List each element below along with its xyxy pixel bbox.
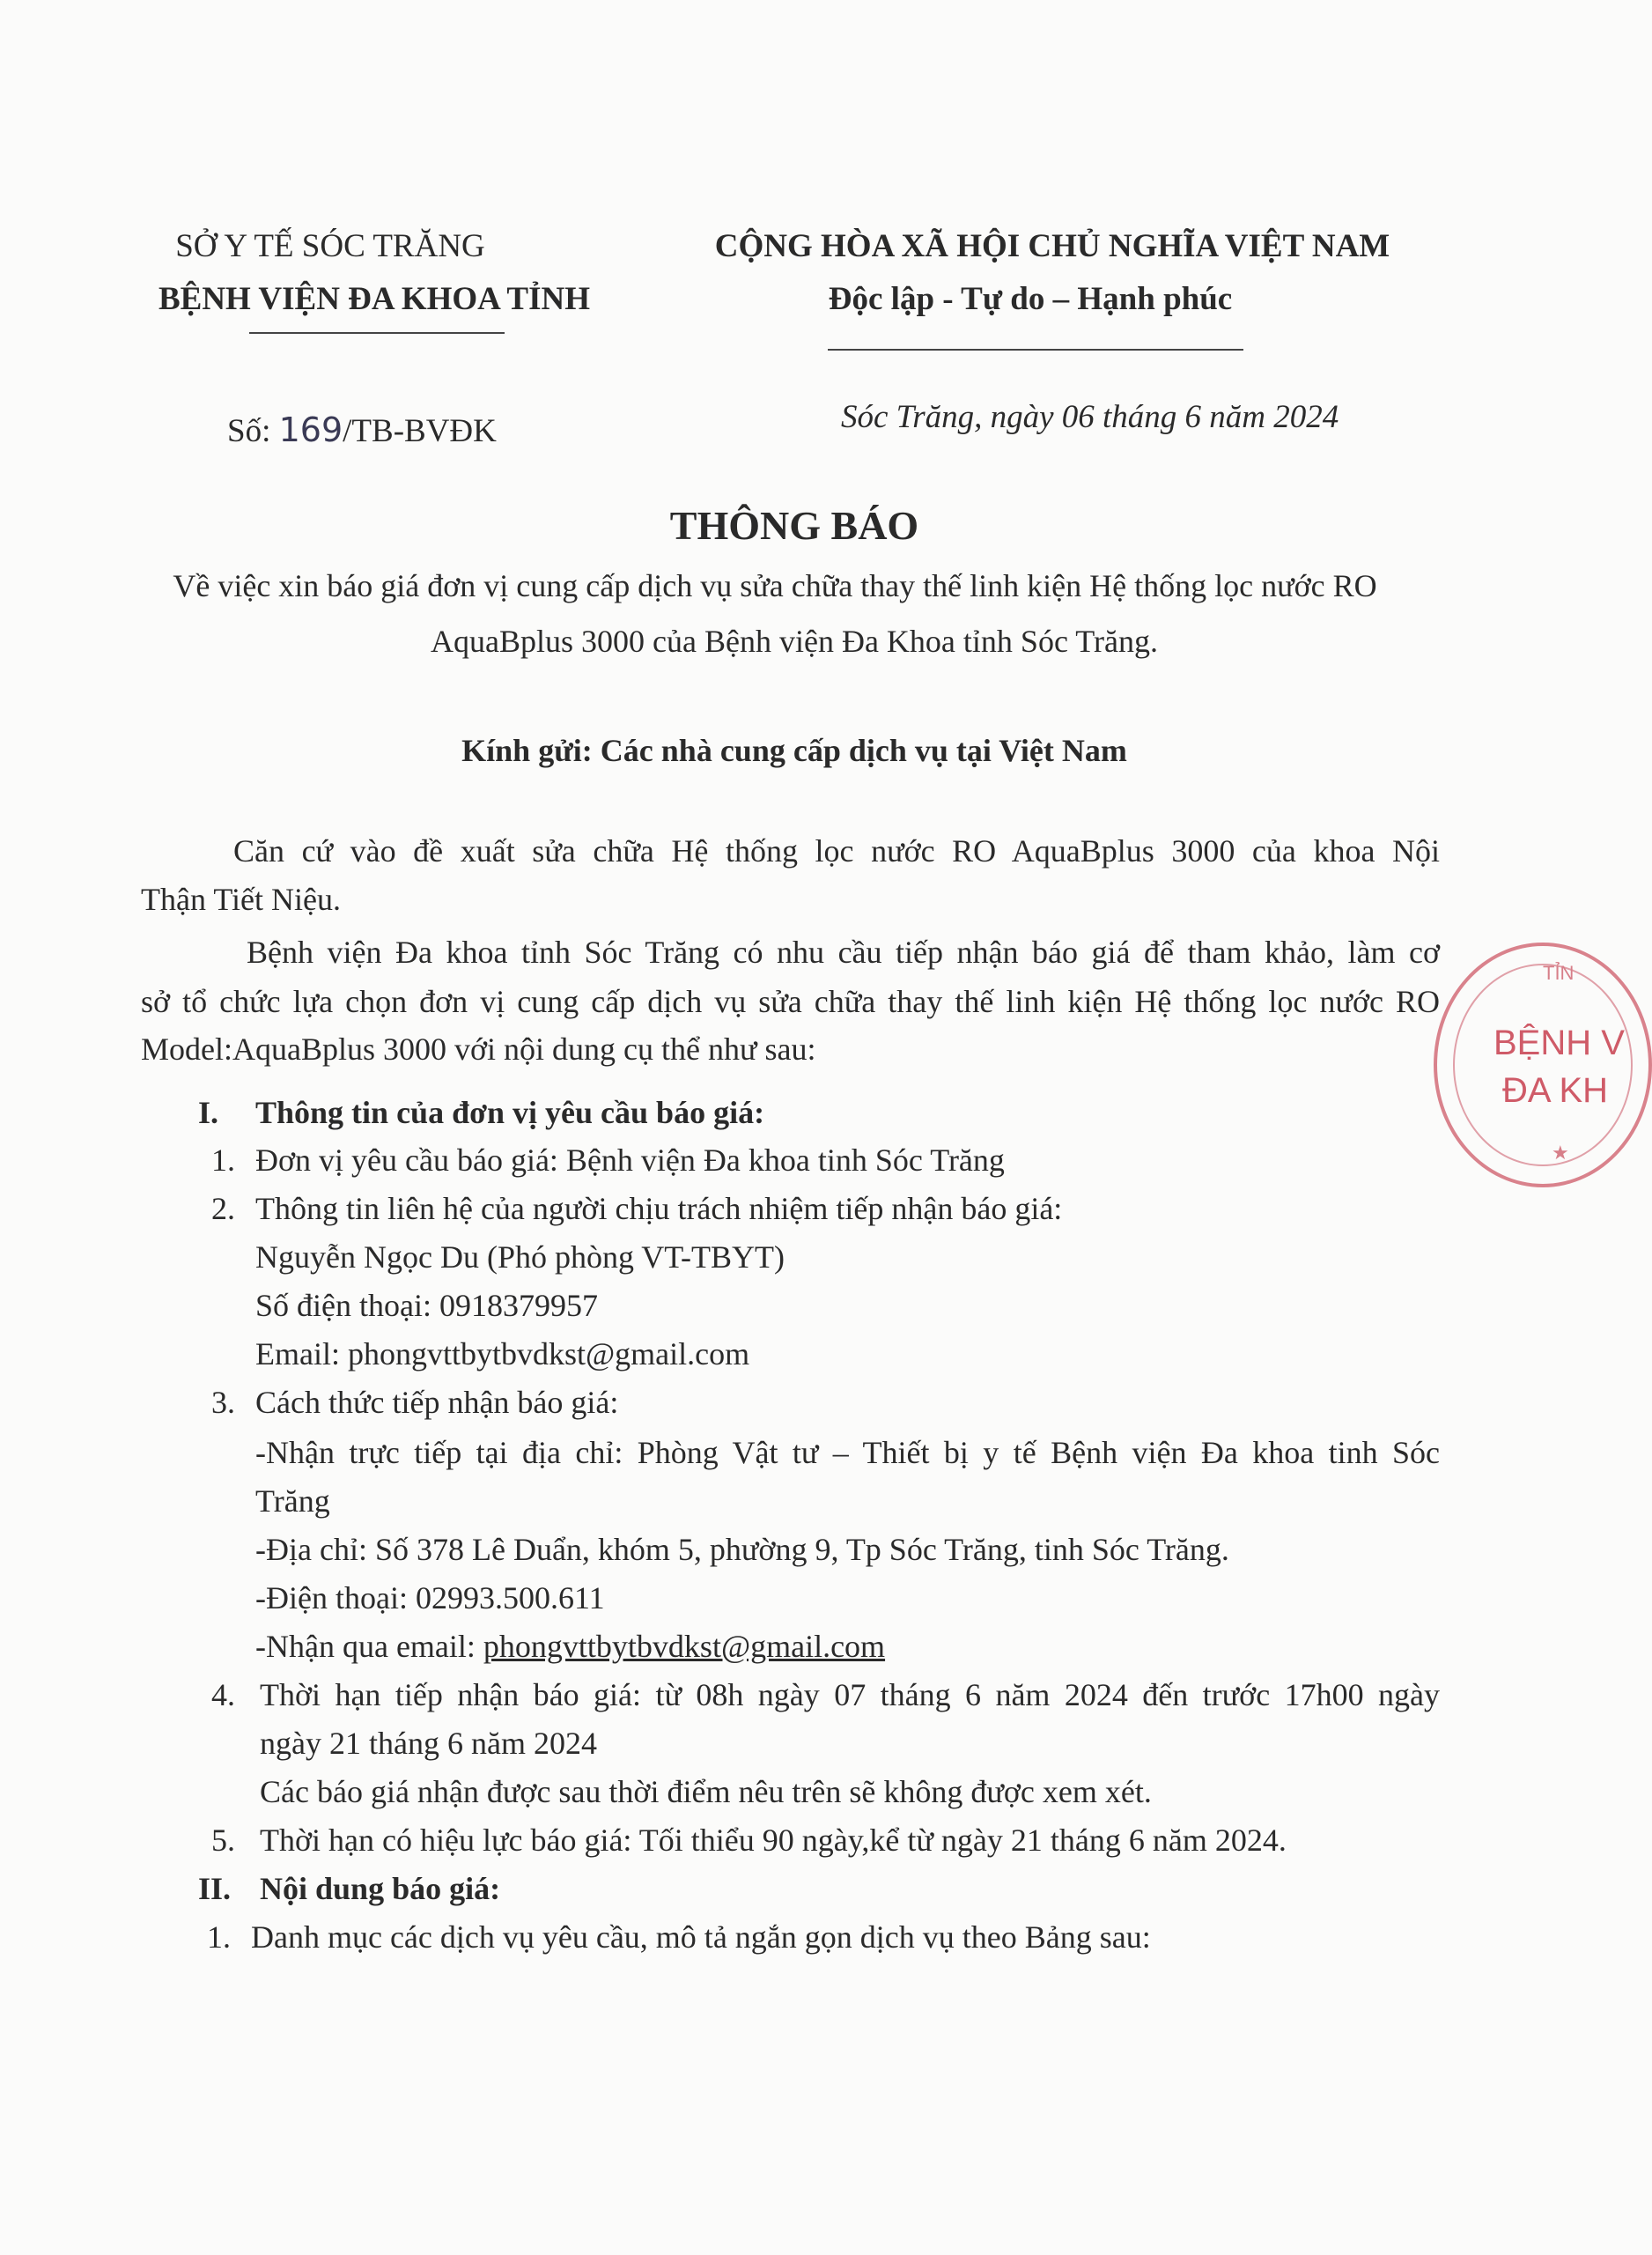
- header-left-line2: BỆNH VIỆN ĐA KHOA TỈNH: [158, 281, 591, 317]
- stamp-star-icon: ★: [1552, 1142, 1569, 1164]
- document-number: [227, 410, 497, 450]
- s1-item3-direct-line1: -Nhận trực tiếp tại địa chỉ: Phòng Vật tư – Thiết bị y tế Bệnh viện Đa khoa tinh Sóc: [255, 1435, 1440, 1470]
- section2-heading: Nội dung báo giá:: [260, 1871, 501, 1906]
- header-left-line1: SỞ Y TẾ SÓC TRĂNG: [175, 228, 485, 264]
- s1-item3: Cách thức tiếp nhận báo giá:: [255, 1385, 619, 1420]
- intro-p2-line1: Bệnh viện Đa khoa tỉnh Sóc Trăng có nhu cầu tiếp nhận báo giá để tham khảo, làm cơ: [247, 935, 1440, 970]
- s1-item3-email-row: [255, 1628, 885, 1665]
- s2-item1-num: 1.: [207, 1919, 231, 1955]
- intro-p1-line2: Thận Tiết Niệu.: [141, 882, 342, 917]
- header-left-underline: [249, 332, 505, 334]
- s1-item1: Đơn vị yêu cầu báo giá: Bệnh viện Đa khoa tinh Sóc Trăng: [255, 1142, 1005, 1178]
- s1-item2-num: 2.: [211, 1191, 235, 1226]
- date-line: Sóc Trăng, ngày 06 tháng 6 năm 2024: [841, 399, 1339, 435]
- title-subtitle-line1: Về việc xin báo giá đơn vị cung cấp dịch vụ sửa chữa thay thế linh kiện Hệ thống lọc nước RO: [173, 568, 1377, 603]
- intro-p2-line2: sở tổ chức lựa chọn đơn vị cung cấp dịch vụ sửa chữa thay thế linh kiện Hệ thống lọc nước RO: [141, 984, 1440, 1019]
- stamp-text-line1: BỆNH V: [1493, 1024, 1625, 1062]
- stamp-text-line2: ĐA KH: [1502, 1071, 1609, 1110]
- section1-heading: Thông tin của đơn vị yêu cầu báo giá:: [255, 1095, 765, 1130]
- s1-item3-phone: -Điện thoại: 02993.500.611: [255, 1580, 605, 1615]
- doc-number-suffix: /TB-BVĐK: [343, 413, 497, 449]
- s1-item5-num: 5.: [211, 1822, 235, 1858]
- header-right-underline: [828, 349, 1243, 351]
- s1-item2-email: Email: phongvttbytbvdkst@gmail.com: [255, 1336, 750, 1371]
- red-seal-stamp: [1434, 943, 1652, 1187]
- intro-p1-line1: Căn cứ vào đề xuất sửa chữa Hệ thống lọc nước RO AquaBplus 3000 của khoa Nội: [233, 833, 1440, 869]
- s1-item3-direct-line2: Trăng: [255, 1483, 330, 1519]
- s1-item1-num: 1.: [211, 1142, 235, 1178]
- title-main: THÔNG BÁO: [669, 503, 919, 548]
- doc-number-handwritten: 169: [278, 410, 343, 449]
- header-right-line2: Độc lập - Tự do – Hạnh phúc: [828, 281, 1233, 317]
- title-subtitle-line2: AquaBplus 3000 của Bệnh viện Đa Khoa tỉnh Sóc Trăng.: [431, 624, 1158, 659]
- s1-item2: Thông tin liên hệ của người chịu trách nhiệm tiếp nhận báo giá:: [255, 1191, 1063, 1226]
- s1-item3-email-link[interactable]: phongvttbytbvdkst@gmail.com: [483, 1629, 886, 1664]
- section1-num: I.: [198, 1095, 219, 1130]
- section2-num: II.: [198, 1871, 232, 1906]
- s1-item3-email-prefix: -Nhận qua email:: [255, 1629, 483, 1664]
- s1-item4-line3: Các báo giá nhận được sau thời điểm nêu trên sẽ không được xem xét.: [260, 1774, 1152, 1809]
- stamp-edge-text: TỈN: [1543, 962, 1575, 984]
- header-right-line1: CỘNG HÒA XÃ HỘI CHỦ NGHĨA VIỆT NAM: [714, 228, 1390, 264]
- s1-item4-num: 4.: [211, 1677, 235, 1712]
- stamp-inner-ring: [1453, 964, 1633, 1166]
- s1-item2-phone: Số điện thoại: 0918379957: [255, 1288, 598, 1323]
- intro-p2-line3: Model:AquaBplus 3000 với nội dung cụ thể như sau:: [141, 1031, 816, 1067]
- s1-item3-address: -Địa chỉ: Số 378 Lê Duẩn, khóm 5, phường 9, Tp Sóc Trăng, tinh Sóc Trăng.: [255, 1532, 1229, 1567]
- s1-item4-line2: ngày 21 tháng 6 năm 2024: [260, 1726, 597, 1761]
- s1-item4-line1: Thời hạn tiếp nhận báo giá: từ 08h ngày 07 tháng 6 năm 2024 đến trước 17h00 ngày: [260, 1677, 1440, 1712]
- s1-item5: Thời hạn có hiệu lực báo giá: Tối thiểu 90 ngày,kể từ ngày 21 tháng 6 năm 2024.: [260, 1822, 1287, 1858]
- recipient: Kính gửi: Các nhà cung cấp dịch vụ tại Việt Nam: [461, 733, 1127, 768]
- s1-item2-name: Nguyễn Ngọc Du (Phó phòng VT-TBYT): [255, 1239, 785, 1275]
- doc-number-prefix: Số:: [227, 413, 279, 449]
- s2-item1: Danh mục các dịch vụ yêu cầu, mô tả ngắn gọn dịch vụ theo Bảng sau:: [251, 1919, 1151, 1955]
- s1-item3-num: 3.: [211, 1385, 235, 1420]
